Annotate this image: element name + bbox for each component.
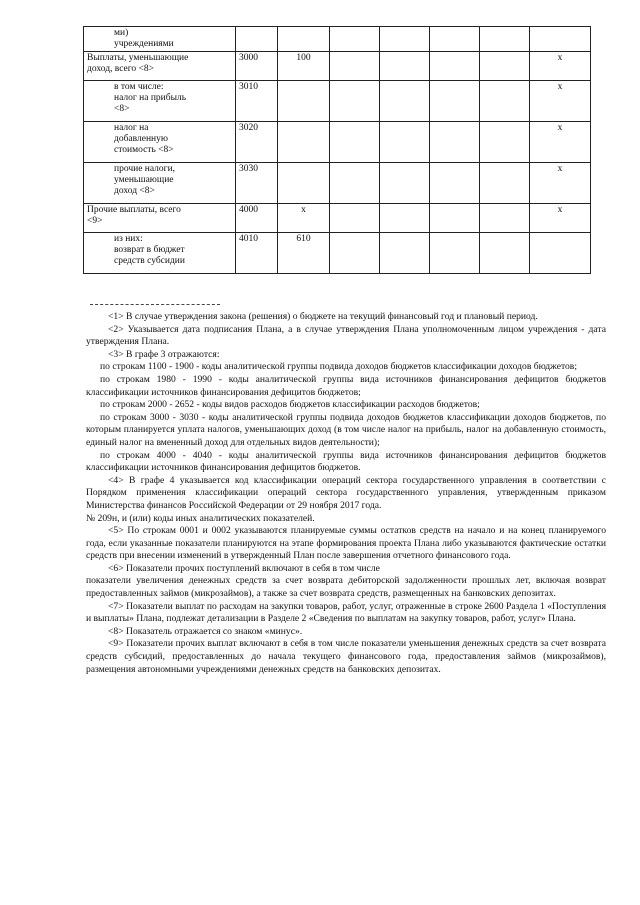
footnote-1: <1> В случае утверждения закона (решения) о бюджете на текущий финансовый год и плановый период.: [108, 311, 538, 322]
row-last-value: x: [530, 122, 591, 163]
table-row: [84, 204, 591, 233]
row-classifier: x: [278, 204, 330, 233]
row-label: ми) учреждениями: [84, 27, 236, 52]
footnote-4: <4> В графе 4 указывается код классификации операций сектора государственного управления в соответствии с Порядком применения классификации операций сектора государственного управления, утвержденным приказом Министерства финансов Российской Федерации от 29 ноября 2017 года.: [86, 474, 606, 511]
row-code: 3000: [236, 52, 278, 81]
empty-cell: [430, 204, 480, 233]
table-row: [84, 233, 591, 274]
empty-cell: [430, 52, 480, 81]
footnote-3-item: по строкам 1100 - 1900 - коды аналитической группы подвида доходов бюджетов классификации доходов бюджетов;: [100, 361, 578, 373]
empty-cell: [330, 52, 380, 81]
empty-cell: [480, 233, 530, 274]
footnote-separator: [90, 304, 220, 305]
footnote-2: <2> Указывается дата подписания Плана, а в случае утверждения Плана уполномоченным лицом учреждения - дата утверждения Плана.: [86, 323, 606, 348]
footnote-7: <7> Показатели выплат по расходам на закупки товаров, работ, услуг, отраженные в строке 2600 Раздела 1 «Поступления и выплаты» Плана, подлежат детализации в Разделе 2 «Сведения по выплатам на закупку товаров, работ, услуг» Плана.: [86, 600, 606, 625]
footnote-8: <8> Показатель отражается со знаком «минус».: [108, 625, 303, 637]
empty-cell: [430, 163, 480, 204]
empty-cell: [330, 122, 380, 163]
row-code: [236, 27, 278, 52]
footnote-5: <5> По строкам 0001 и 0002 указываются планируемые суммы остатков средств на начало и на конец планируемого года, если указанные показатели планируются на этапе формирования проекта Плана либо указываются фактические остатки средств при внесении изменений в утвержденный План после завершения отчетного финансового года.: [86, 525, 606, 562]
row-label: Выплаты, уменьшающие доход, всего <8>: [84, 52, 236, 81]
empty-cell: [380, 204, 430, 233]
row-label: прочие налоги, уменьшающие доход <8>: [84, 163, 236, 204]
empty-cell: [430, 233, 480, 274]
footnote-9: <9> Показатели прочих выплат включают в себя в том числе показатели уменьшения денежных средств за счет возврата средств субсидий, предоставленных до начала текущего финансового года, предоставления займов (микрозаймов), размещения автономными учреждениями денежных средств на банковских депозитах.: [86, 638, 606, 675]
empty-cell: [330, 163, 380, 204]
row-code: 4000: [236, 204, 278, 233]
row-last-value: [530, 27, 591, 52]
row-classifier: 100: [278, 52, 330, 81]
empty-cell: [380, 163, 430, 204]
footnote-3-item: по строкам 4000 - 4040 - коды аналитической группы вида источников финансирования дефицитов бюджетов классификации источников финансирования дефицитов бюджетов.: [86, 449, 606, 474]
empty-cell: [330, 81, 380, 122]
row-code: 3020: [236, 122, 278, 163]
empty-cell: [430, 122, 480, 163]
table-row: [84, 27, 591, 52]
row-last-value: x: [530, 204, 591, 233]
row-classifier: 610: [278, 233, 330, 274]
row-label: Прочие выплаты, всего <9>: [84, 204, 236, 233]
empty-cell: [480, 163, 530, 204]
row-code: 3030: [236, 163, 278, 204]
row-code: 4010: [236, 233, 278, 274]
table-row: [84, 122, 591, 163]
row-label: из них: возврат в бюджет средств субсидии: [84, 233, 236, 274]
empty-cell: [480, 27, 530, 52]
row-last-value: [530, 233, 591, 274]
footnote-6: <6> Показатели прочих поступлений включают в себя в том числе: [108, 562, 380, 574]
empty-cell: [330, 233, 380, 274]
row-last-value: x: [530, 163, 591, 204]
empty-cell: [480, 52, 530, 81]
empty-cell: [430, 27, 480, 52]
footnote-6-cont: показатели увеличения денежных средств за счет возврата дебиторской задолженности прошлых лет, включая возврат предоставленных займов (микрозаймов), а также за счет возврата средств, размещенных на банковских депозитах.: [86, 575, 606, 600]
row-code: 3010: [236, 81, 278, 122]
empty-cell: [330, 204, 380, 233]
empty-cell: [380, 52, 430, 81]
empty-cell: [380, 81, 430, 122]
empty-cell: [430, 81, 480, 122]
empty-cell: [480, 204, 530, 233]
plan-table: [83, 26, 591, 274]
empty-cell: [380, 122, 430, 163]
empty-cell: [330, 27, 380, 52]
table-row: [84, 81, 591, 122]
row-classifier: [278, 81, 330, 122]
row-label: налог на добавленную стоимость <8>: [84, 122, 236, 163]
row-classifier: [278, 163, 330, 204]
footnote-4-cont: № 209н, и (или) коды иных аналитических показателей.: [86, 512, 315, 524]
footnote-3-item: по строкам 2000 - 2652 - коды видов расходов бюджетов классификации расходов бюджетов;: [100, 399, 480, 411]
footnotes: [86, 311, 606, 676]
footnote-3: <3> В графе 3 отражаются:: [108, 348, 220, 360]
empty-cell: [380, 27, 430, 52]
row-last-value: x: [530, 81, 591, 122]
footnote-3-item: по строкам 1980 - 1990 - коды аналитической группы вида источников финансирования дефицитов бюджетов классификации источников финансирования дефицитов бюджетов;: [86, 373, 606, 398]
row-label: в том числе: налог на прибыль <8>: [84, 81, 236, 122]
footnote-3-item: по строкам 3000 - 3030 - коды аналитической группы подвида доходов бюджетов классификации доходов бюджетов, по которым планируется уплата налогов, уменьшающих доход (в том числе налог на прибыль, налог на добавленную стоимость, единый налог на вмененный доход для отдельных видов деятельности);: [86, 411, 606, 448]
empty-cell: [380, 233, 430, 274]
empty-cell: [480, 122, 530, 163]
row-last-value: x: [530, 52, 591, 81]
table-row: [84, 52, 591, 81]
table-row: [84, 163, 591, 204]
empty-cell: [480, 81, 530, 122]
row-classifier: [278, 27, 330, 52]
row-classifier: [278, 122, 330, 163]
